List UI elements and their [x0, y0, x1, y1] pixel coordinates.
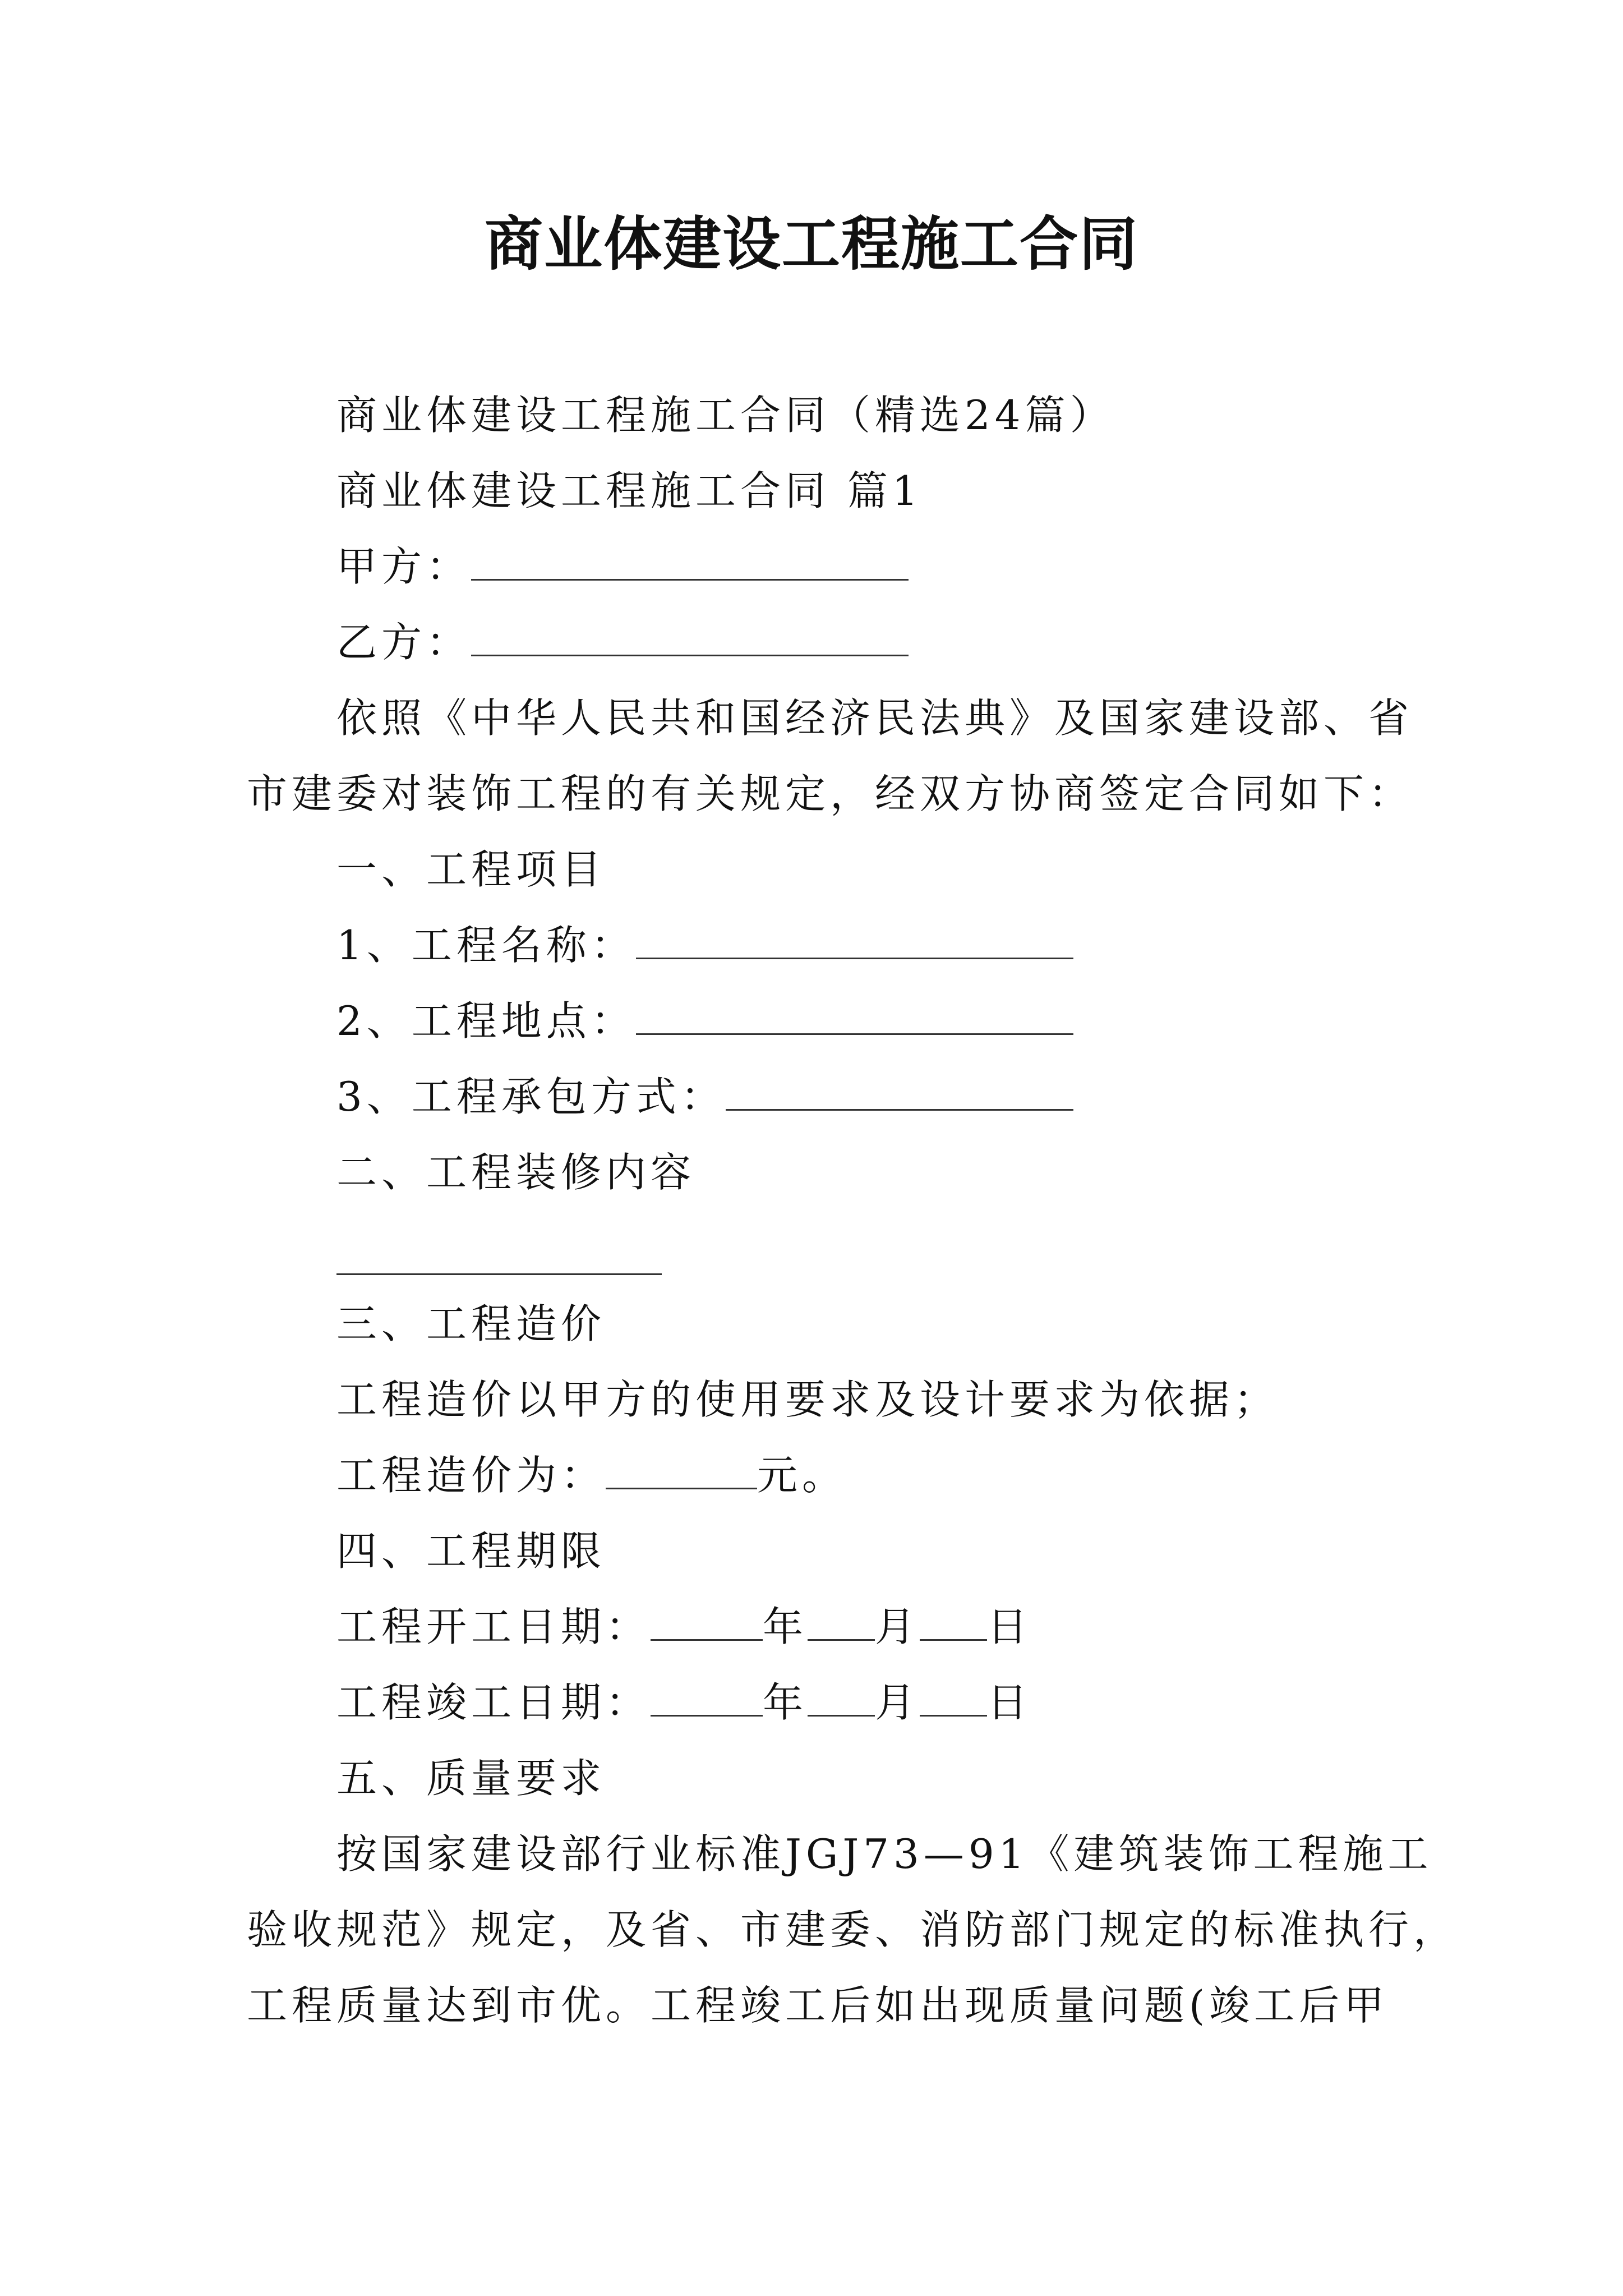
- party-a-line: [336, 539, 909, 595]
- item-3-blank: [726, 1070, 1073, 1111]
- end-day-unit: 日: [987, 1679, 1032, 1726]
- intro-line-1: 依照《中华人民共和国经济民法典》及国家建设部、省: [336, 694, 1414, 742]
- end-date-label: 工程竣工日期：: [336, 1679, 651, 1726]
- price-basis: 工程造价以甲方的使用要求及设计要求为依据；: [336, 1376, 1279, 1423]
- price-label: 工程造价为：: [336, 1452, 606, 1499]
- end-year-blank: [651, 1676, 763, 1717]
- start-month-blank: [808, 1600, 875, 1641]
- party-b-label: 乙方：: [336, 619, 472, 666]
- item-2-blank: [636, 994, 1073, 1035]
- document-subtitle: 商业体建设工程施工合同（精选24篇）: [336, 392, 1115, 439]
- quality-line-2: 验收规范》规定，及省、市建委、消防部门规定的标准执行，: [247, 1906, 1459, 1953]
- price-blank: [606, 1448, 757, 1489]
- section-5-heading: 五、质量要求: [336, 1755, 606, 1802]
- start-day-blank: [920, 1600, 987, 1641]
- start-day-unit: 日: [987, 1603, 1032, 1650]
- item-2-label: 2、工程地点：: [336, 997, 636, 1045]
- quality-line-3: 工程质量达到市优。工程竣工后如出现质量问题(竣工后甲: [247, 1982, 1389, 2029]
- end-month-unit: 月: [875, 1679, 920, 1726]
- price-line: [336, 1447, 847, 1503]
- part-heading: 商业体建设工程施工合同 篇1: [336, 467, 923, 514]
- party-b-blank: [471, 615, 909, 656]
- item-3-line: [336, 1069, 1073, 1125]
- decoration-content-blank: [336, 1273, 662, 1275]
- intro-line-2: 市建委对装饰工程的有关规定，经双方协商签定合同如下：: [247, 770, 1414, 817]
- start-year-unit: 年: [763, 1603, 808, 1650]
- section-4-heading: 四、工程期限: [336, 1527, 606, 1575]
- item-2-line: [336, 993, 1073, 1049]
- start-date-line: [336, 1599, 1032, 1655]
- party-b-line: [336, 614, 909, 670]
- item-1-line: [336, 917, 1073, 973]
- start-year-blank: [651, 1600, 763, 1641]
- party-a-label: 甲方：: [336, 543, 472, 590]
- start-month-unit: 月: [875, 1603, 920, 1650]
- item-1-blank: [636, 918, 1073, 959]
- item-3-label: 3、工程承包方式：: [336, 1073, 726, 1120]
- section-1-heading: 一、工程项目: [336, 846, 606, 893]
- party-a-blank: [471, 540, 909, 581]
- document-title: 商业体建设工程施工合同: [484, 209, 1138, 278]
- quality-line-1: 按国家建设部行业标准JGJ73—91《建筑装饰工程施工: [336, 1830, 1433, 1878]
- section-3-heading: 三、工程造价: [336, 1300, 606, 1347]
- end-date-line: [336, 1674, 1032, 1731]
- price-unit: 元。: [757, 1452, 847, 1499]
- end-month-blank: [808, 1676, 875, 1717]
- section-2-heading: 二、工程装修内容: [336, 1149, 696, 1196]
- start-date-label: 工程开工日期：: [336, 1603, 651, 1650]
- item-1-label: 1、工程名称：: [336, 922, 636, 969]
- end-day-blank: [920, 1676, 987, 1717]
- end-year-unit: 年: [763, 1679, 808, 1726]
